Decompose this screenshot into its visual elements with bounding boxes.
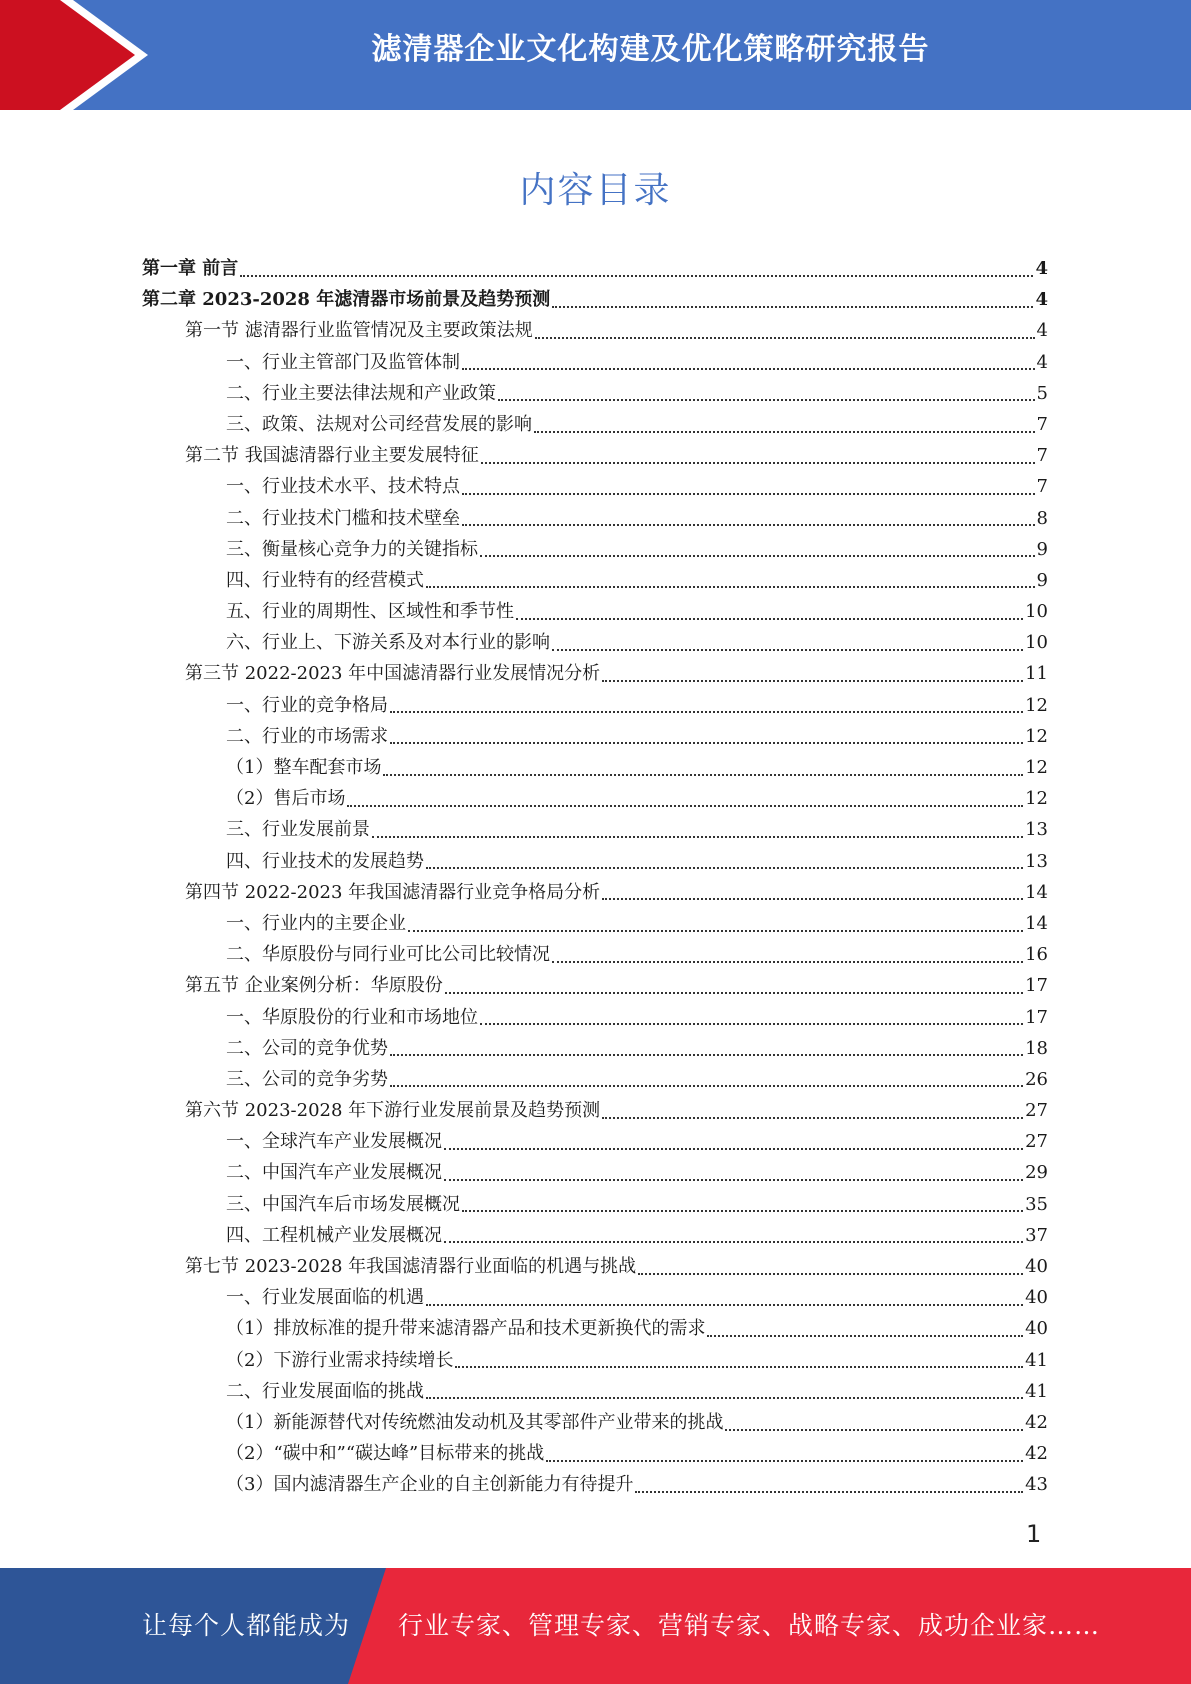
toc-entry-page: 17 — [1025, 975, 1048, 997]
toc-entry-label: 二、公司的竞争优势 — [226, 1037, 388, 1059]
toc-entry-label: 二、行业技术门槛和技术壁垒 — [226, 507, 460, 529]
toc-dot-leader — [390, 711, 1023, 713]
toc-entry-page: 12 — [1025, 725, 1048, 747]
toc-dot-leader — [426, 867, 1023, 869]
toc-entry-label: 第一节 滤清器行业监管情况及主要政策法规 — [185, 320, 533, 342]
toc-dot-leader — [602, 1117, 1023, 1119]
toc-entry[interactable] — [142, 440, 1048, 471]
toc-dot-leader — [408, 930, 1023, 932]
toc-entry-label: 第一章 前言 — [142, 258, 239, 279]
toc-dot-leader — [552, 649, 1023, 651]
toc-dot-leader — [498, 399, 1035, 401]
toc-entry-page: 12 — [1025, 788, 1048, 810]
toc-entry[interactable] — [142, 846, 1048, 877]
toc-entry-label: 二、中国汽车产业发展概况 — [226, 1162, 442, 1184]
toc-dot-leader — [455, 1366, 1023, 1368]
toc-entry[interactable] — [142, 1282, 1048, 1313]
toc-entry-page: 7 — [1036, 413, 1048, 435]
toc-entry-page: 40 — [1025, 1256, 1048, 1277]
toc-entry[interactable] — [142, 1002, 1048, 1033]
page-number: 1 — [1026, 1520, 1042, 1548]
toc-dot-leader — [372, 836, 1023, 838]
toc-entry[interactable] — [142, 1157, 1048, 1188]
toc-entry-page: 26 — [1025, 1068, 1048, 1090]
toc-dot-leader — [516, 618, 1023, 620]
toc-entry-page: 17 — [1025, 1006, 1048, 1028]
header-band — [0, 0, 1191, 110]
toc-dot-leader — [426, 586, 1035, 588]
toc-entry-page: 35 — [1025, 1193, 1048, 1215]
toc-dot-leader — [552, 306, 1033, 308]
toc-entry-page: 41 — [1025, 1380, 1048, 1402]
toc-dot-leader — [552, 961, 1023, 963]
toc-entry[interactable] — [142, 596, 1048, 627]
toc-entry[interactable] — [142, 783, 1048, 814]
toc-entry-label: （1）新能源替代对传统燃油发动机及其零部件产业带来的挑战 — [226, 1411, 724, 1433]
toc-dot-leader — [480, 1023, 1023, 1025]
toc-entry-page: 12 — [1025, 757, 1048, 778]
toc-entry[interactable] — [142, 409, 1048, 440]
toc-dot-leader — [462, 1210, 1023, 1212]
toc-entry-label: 一、行业的竞争格局 — [226, 694, 388, 716]
toc-entry-page: 13 — [1025, 850, 1048, 872]
toc-dot-leader — [707, 1335, 1023, 1337]
footer-slogan-left: 让每个人都能成为 — [142, 1611, 351, 1640]
toc-entry-label: 四、行业技术的发展趋势 — [226, 850, 424, 872]
toc-entry-label: 第三节 2022-2023 年中国滤清器行业发展情况分析 — [185, 663, 601, 685]
toc-entry-label: 一、全球汽车产业发展概况 — [226, 1131, 442, 1153]
toc-entry-page: 27 — [1025, 1131, 1048, 1153]
toc-entry[interactable] — [142, 1220, 1048, 1251]
toc-entry[interactable] — [142, 503, 1048, 534]
toc-dot-leader — [426, 1304, 1023, 1306]
toc-entry[interactable] — [142, 1126, 1048, 1157]
toc-entry[interactable] — [142, 721, 1048, 752]
toc-entry-page: 9 — [1036, 569, 1048, 591]
toc-entry-page: 40 — [1025, 1287, 1048, 1309]
toc-entry-page: 8 — [1036, 507, 1048, 529]
toc-entry[interactable] — [142, 534, 1048, 565]
toc-entry-page: 10 — [1025, 601, 1048, 623]
toc-entry-label: 二、行业主要法律法规和产业政策 — [226, 382, 496, 404]
toc-dot-leader — [445, 992, 1023, 994]
toc-entry[interactable] — [142, 253, 1048, 284]
toc-entry-page: 4 — [1035, 289, 1048, 311]
toc-dot-leader — [426, 1397, 1023, 1399]
toc-dot-leader — [383, 774, 1023, 776]
toc-entry-page: 14 — [1025, 881, 1048, 903]
toc-entry-label: 第七节 2023-2028 年我国滤清器行业面临的机遇与挑战 — [185, 1256, 637, 1277]
report-title: 滤清器企业文化构建及优化策略研究报告 — [371, 32, 930, 67]
toc-entry-page: 37 — [1025, 1224, 1048, 1246]
toc-dot-leader — [725, 1429, 1023, 1431]
toc-entry-label: 三、中国汽车后市场发展概况 — [226, 1193, 460, 1215]
toc-entry-label: 一、行业主管部门及监管体制 — [226, 351, 460, 373]
toc-dot-leader — [534, 431, 1035, 433]
toc-entry-label: 一、华原股份的行业和市场地位 — [226, 1006, 478, 1028]
toc-list — [142, 253, 1048, 1501]
toc-entry-label: 三、政策、法规对公司经营发展的影响 — [226, 413, 532, 435]
toc-entry-label: 二、华原股份与同行业可比公司比较情况 — [226, 944, 550, 966]
toc-dot-leader — [444, 1179, 1023, 1181]
toc-entry-label: 二、行业发展面临的挑战 — [226, 1380, 424, 1402]
toc-entry-page: 18 — [1025, 1037, 1048, 1059]
toc-entry-page: 42 — [1025, 1443, 1048, 1465]
toc-entry[interactable] — [142, 1407, 1048, 1438]
toc-entry[interactable] — [142, 1064, 1048, 1095]
toc-entry-label: 一、行业技术水平、技术特点 — [226, 476, 460, 498]
toc-entry[interactable] — [142, 1251, 1048, 1282]
toc-entry-label: 第二节 我国滤清器行业主要发展特征 — [185, 445, 479, 467]
toc-entry-page: 29 — [1025, 1162, 1048, 1184]
toc-entry-label: 第四节 2022-2023 年我国滤清器行业竞争格局分析 — [185, 881, 601, 903]
toc-dot-leader — [390, 742, 1023, 744]
toc-dot-leader — [462, 368, 1035, 370]
toc-entry-page: 13 — [1025, 819, 1048, 841]
toc-entry-page: 41 — [1025, 1349, 1048, 1371]
toc-entry-label: （2）售后市场 — [226, 788, 346, 810]
toc-entry[interactable] — [142, 1313, 1048, 1344]
toc-dot-leader — [347, 805, 1023, 807]
toc-entry[interactable] — [142, 627, 1048, 658]
toc-entry-label: 四、工程机械产业发展概况 — [226, 1224, 442, 1246]
toc-entry-page: 7 — [1036, 476, 1048, 498]
toc-entry[interactable] — [142, 877, 1048, 908]
toc-entry-page: 43 — [1025, 1474, 1048, 1496]
toc-dot-leader — [535, 337, 1035, 339]
toc-entry[interactable] — [142, 1189, 1048, 1220]
toc-entry-label: （1）整车配套市场 — [226, 757, 382, 778]
toc-entry-page: 27 — [1025, 1100, 1048, 1122]
toc-entry[interactable] — [142, 1438, 1048, 1469]
toc-dot-leader — [462, 493, 1035, 495]
toc-entry[interactable] — [142, 939, 1048, 970]
toc-dot-leader — [390, 1054, 1023, 1056]
toc-entry-label: 四、行业特有的经营模式 — [226, 569, 424, 591]
toc-dot-leader — [481, 462, 1035, 464]
toc-entry-label: 五、行业的周期性、区域性和季节性 — [226, 601, 514, 623]
toc-entry[interactable] — [142, 1376, 1048, 1407]
toc-dot-leader — [546, 1460, 1023, 1462]
toc-entry[interactable] — [142, 471, 1048, 502]
toc-entry[interactable] — [142, 690, 1048, 721]
toc-entry-label: （2）下游行业需求持续增长 — [226, 1349, 454, 1371]
toc-entry[interactable] — [142, 1033, 1048, 1064]
toc-entry-label: 二、行业的市场需求 — [226, 725, 388, 747]
toc-entry-label: 第六节 2023-2028 年下游行业发展前景及趋势预测 — [185, 1100, 601, 1122]
toc-entry[interactable] — [142, 658, 1048, 689]
toc-entry-label: 一、行业发展面临的机遇 — [226, 1287, 424, 1309]
toc-entry[interactable] — [142, 814, 1048, 845]
toc-entry-page: 16 — [1025, 944, 1048, 966]
toc-dot-leader — [390, 1085, 1023, 1087]
toc-heading: 内容目录 — [519, 170, 672, 211]
toc-entry-page: 5 — [1036, 382, 1048, 404]
toc-entry-page: 42 — [1025, 1411, 1048, 1433]
toc-dot-leader — [462, 524, 1035, 526]
toc-entry[interactable] — [142, 284, 1048, 315]
toc-entry-label: 三、公司的竞争劣势 — [226, 1068, 388, 1090]
toc-entry-page: 14 — [1025, 912, 1048, 934]
toc-entry[interactable] — [142, 908, 1048, 939]
toc-entry[interactable] — [142, 347, 1048, 378]
toc-entry[interactable] — [142, 378, 1048, 409]
toc-entry-label: （3）国内滤清器生产企业的自主创新能力有待提升 — [226, 1474, 634, 1496]
toc-dot-leader — [635, 1491, 1023, 1493]
toc-entry-label: 三、行业发展前景 — [226, 819, 370, 841]
toc-entry[interactable] — [142, 1469, 1048, 1500]
footer-band — [0, 1568, 1191, 1684]
toc-entry-page: 7 — [1036, 445, 1048, 467]
toc-entry-page: 9 — [1036, 538, 1048, 560]
toc-dot-leader — [602, 680, 1023, 682]
footer-slogan-right: 行业专家、管理专家、营销专家、战略专家、成功企业家…… — [398, 1611, 1101, 1640]
toc-dot-leader — [444, 1241, 1023, 1243]
toc-entry-page: 10 — [1025, 632, 1048, 654]
toc-entry-label: 第二章 2023-2028 年滤清器市场前景及趋势预测 — [142, 289, 551, 311]
toc-entry-label: 六、行业上、下游关系及对本行业的影响 — [226, 632, 550, 654]
toc-dot-leader — [638, 1273, 1023, 1275]
toc-entry-page: 4 — [1036, 320, 1048, 342]
toc-entry-page: 40 — [1025, 1318, 1048, 1340]
toc-dot-leader — [602, 898, 1023, 900]
toc-entry[interactable] — [142, 1345, 1048, 1376]
toc-entry-label: 第五节 企业案例分析：华原股份 — [185, 975, 443, 997]
toc-entry-label: （1）排放标准的提升带来滤清器产品和技术更新换代的需求 — [226, 1318, 706, 1340]
toc-entry-label: 一、行业内的主要企业 — [226, 912, 406, 934]
toc-entry-page: 4 — [1036, 351, 1048, 373]
toc-entry-page: 11 — [1025, 663, 1048, 685]
toc-dot-leader — [240, 275, 1033, 277]
toc-entry[interactable] — [142, 970, 1048, 1001]
toc-entry-label: （2）“碳中和”“碳达峰”目标带来的挑战 — [226, 1443, 545, 1465]
toc-entry-label: 三、衡量核心竞争力的关键指标 — [226, 538, 478, 560]
toc-entry-page: 12 — [1025, 694, 1048, 716]
toc-dot-leader — [444, 1148, 1023, 1150]
toc-entry-page: 4 — [1035, 258, 1048, 279]
toc-entry[interactable] — [142, 1095, 1048, 1126]
toc-entry[interactable] — [142, 315, 1048, 346]
toc-dot-leader — [480, 555, 1035, 557]
toc-entry[interactable] — [142, 752, 1048, 783]
toc-entry[interactable] — [142, 565, 1048, 596]
